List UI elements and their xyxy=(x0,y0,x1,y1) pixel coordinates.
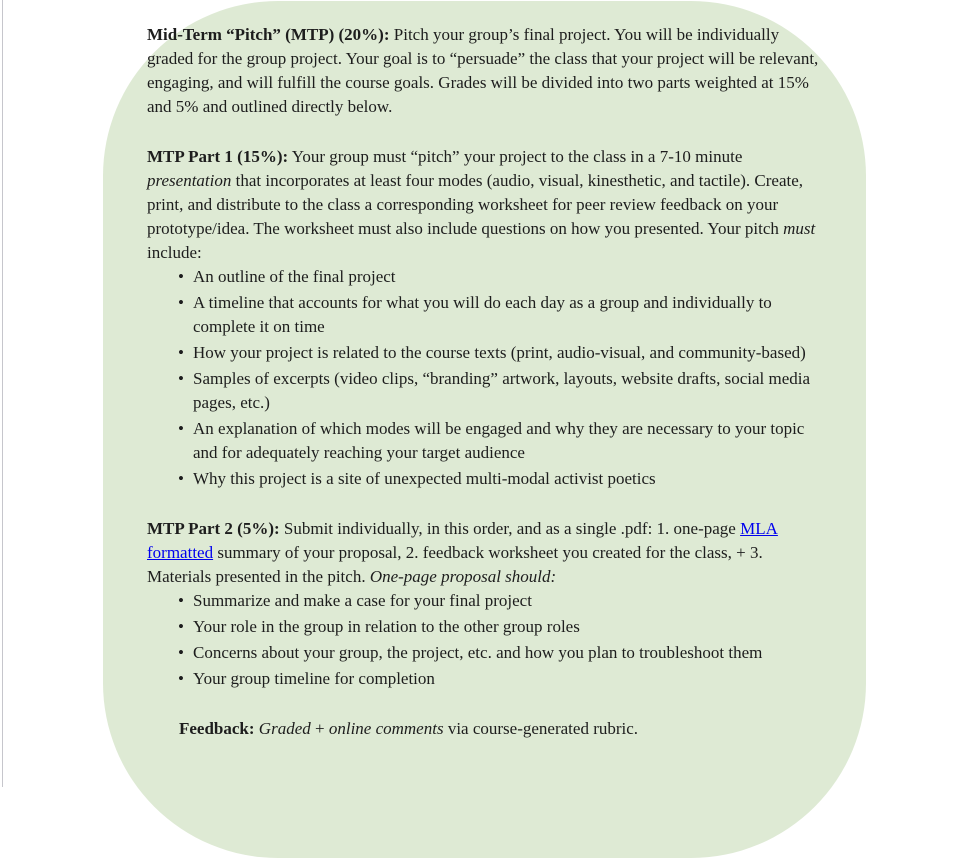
text-run: Mid-Term “Pitch” (MTP) (20%): xyxy=(147,25,390,44)
text-run: MTP Part 2 (5%): xyxy=(147,519,280,538)
list-item xyxy=(178,417,827,465)
text-run: Your group must “pitch” your project to the class in a 7-10 minute xyxy=(288,147,743,166)
text-run: must xyxy=(783,219,816,238)
text-run: One-page proposal should: xyxy=(369,567,557,586)
bullet-icon: • xyxy=(178,669,184,688)
text-run: that incorporates at least four modes (audio, visual, kinesthetic, and tactile). Create, print, and distribute to the class a corresponding worksheet for peer review feedback on your prototype/idea. The worksheet must also include questions on how you presented. Your pitch xyxy=(147,171,804,238)
list-item xyxy=(178,589,827,613)
mtp-part1-paragraph xyxy=(147,145,827,265)
pitch-requirements-list xyxy=(147,265,827,491)
mtp-overview-paragraph xyxy=(147,23,827,119)
text-run: + xyxy=(310,719,329,738)
text-run: An outline of the final project xyxy=(193,267,396,286)
mtp-part2-paragraph xyxy=(147,517,827,589)
text-run: Submit individually, in this order, and as a single .pdf: 1. one-page xyxy=(279,519,741,538)
text-run: via course-generated rubric. xyxy=(443,719,639,738)
list-item xyxy=(178,615,827,639)
bullet-icon: • xyxy=(178,369,184,388)
page-edge-rule xyxy=(2,0,3,787)
list-item xyxy=(178,467,827,491)
document-content xyxy=(147,23,827,767)
list-item xyxy=(178,291,827,339)
list-item xyxy=(178,265,827,289)
text-run: Pitch your group’s final project. You will be individually graded for the group project. Your goal is to “persuade” the class that your project will be relevant, engaging, and will fulfill the course goals. Grades will be divided into two parts weighted at 15% and 5% and outlined directly below. xyxy=(147,25,819,116)
text-run: Why this project is a site of unexpected multi-modal activist poetics xyxy=(193,469,656,488)
text-run: presentation xyxy=(147,171,232,190)
mla-formatted-link[interactable]: MLA formatted xyxy=(147,519,778,562)
bullet-icon: • xyxy=(178,469,184,488)
text-run: How your project is related to the course texts (print, audio-visual, and community-based) xyxy=(193,343,806,362)
list-item xyxy=(178,641,827,665)
bullet-icon: • xyxy=(178,617,184,636)
proposal-requirements-list xyxy=(147,589,827,691)
bullet-icon: • xyxy=(178,419,184,438)
bullet-icon: • xyxy=(178,643,184,662)
text-run: include: xyxy=(147,243,202,262)
list-item xyxy=(178,341,827,365)
bullet-icon: • xyxy=(178,343,184,362)
bullet-icon: • xyxy=(178,293,184,312)
text-run: A timeline that accounts for what you will do each day as a group and individually to complete it on time xyxy=(193,293,772,336)
bullet-icon: • xyxy=(178,591,184,610)
text-run: Your group timeline for completion xyxy=(193,669,435,688)
text-run: Summarize and make a case for your final project xyxy=(193,591,532,610)
list-item xyxy=(178,667,827,691)
text-run: Your role in the group in relation to the other group roles xyxy=(193,617,580,636)
text-run: An explanation of which modes will be engaged and why they are necessary to your topic and for adequately reaching your target audience xyxy=(193,419,805,462)
text-run: Concerns about your group, the project, etc. and how you plan to troubleshoot them xyxy=(193,643,763,662)
list-item xyxy=(178,367,827,415)
text-run: Feedback: xyxy=(179,719,255,738)
text-run: online comments xyxy=(328,719,444,738)
text-run: Graded xyxy=(258,719,311,738)
feedback-paragraph xyxy=(147,717,827,741)
text-run: summary of your proposal, 2. feedback worksheet you created for the class, + 3. Materials presented in the pitch. xyxy=(147,543,763,586)
text-run: Samples of excerpts (video clips, “branding” artwork, layouts, website drafts, social media pages, etc.) xyxy=(193,369,811,412)
text-run: MTP Part 1 (15%): xyxy=(147,147,289,166)
bullet-icon: • xyxy=(178,267,184,286)
